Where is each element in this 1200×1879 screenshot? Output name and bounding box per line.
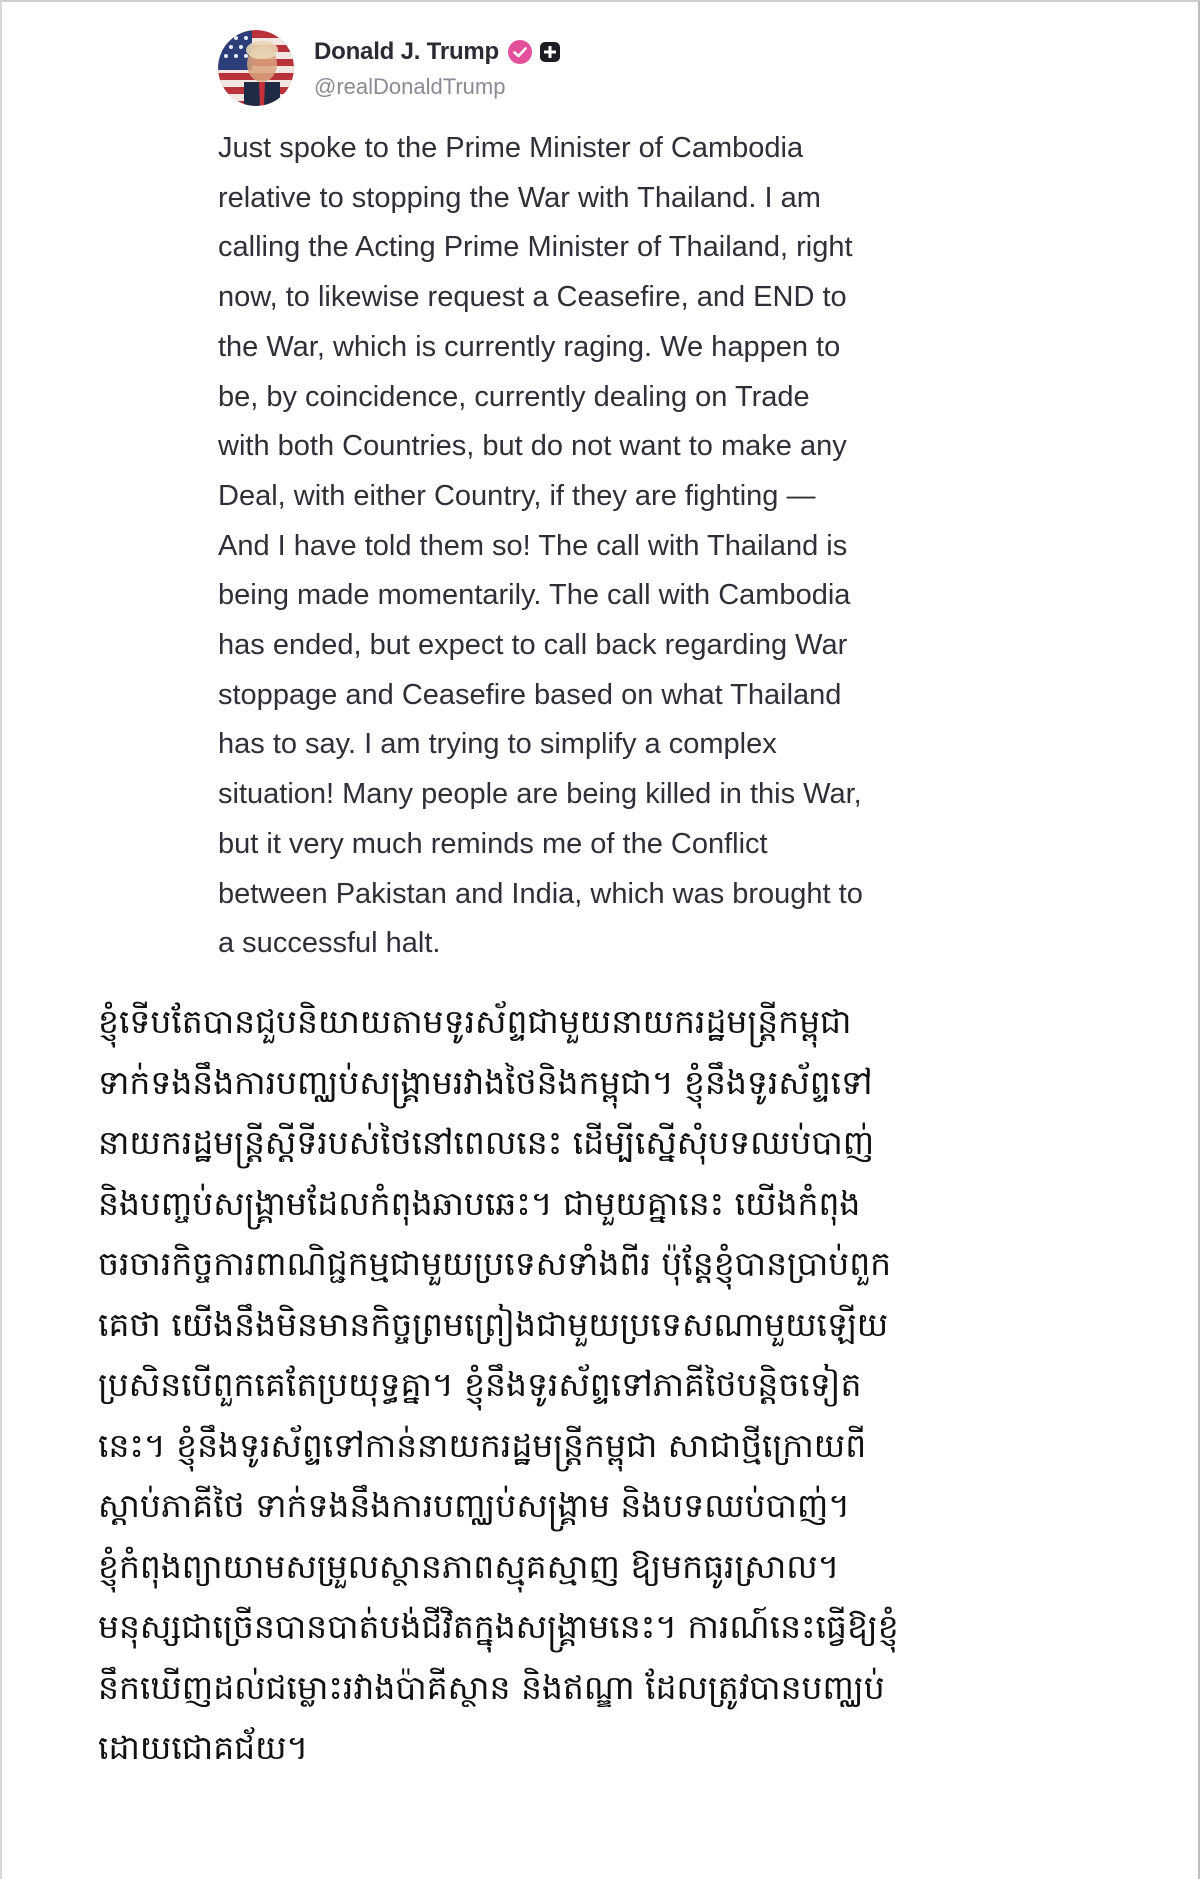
author-display-name[interactable]: Donald J. Trump [314, 38, 500, 65]
khmer-translation-text: ខ្ញុំទើបតែបានជួបនិយាយតាមទូរស័ព្ទជាមួយនាយករដ្ឋមន្ត្រីកម្ពុជា ទាក់ទងនឹងការបញ្ឈប់សង្គ្រាមរវាងថៃនិងកម្ពុជា។ ខ្ញុំនឹងទូរស័ព្ទទៅ នាយករដ្ឋមន្ត្រីស្តីទីរបស់ថៃនៅពេលនេះ ដើម្បីស្នើសុំបទឈប់បាញ់ និងបញ្ចប់សង្គ្រាមដែលកំពុងឆាបឆេះ។ ជាមួយគ្នានេះ យើងកំពុង ចរចារកិច្ចការពាណិជ្ជកម្មជាមួយប្រទេសទាំងពីរ ប៉ុន្តែខ្ញុំបានប្រាប់ពួក គេថា យើងនឹងមិនមានកិច្ចព្រមព្រៀងជាមួយប្រទេសណាមួយឡើយ ប្រសិនបើពួកគេតែប្រយុទ្ធគ្នា។ ខ្ញុំនឹងទូរស័ព្ទទៅភាគីថៃបន្តិចទៀត នេះ។ ខ្ញុំនឹងទូរស័ព្ទទៅកាន់នាយករដ្ឋមន្ត្រីកម្ពុជា សាជាថ្មីក្រោយពី ស្តាប់ភាគីថៃ ទាក់ទងនឹងការបញ្ឈប់សង្គ្រាម និងបទឈប់បាញ់។ ខ្ញុំកំពុងព្យាយាមសម្រួលស្ថានភាពស្មុគស្មាញ ឱ្យមកធូរស្រាល។ មនុស្សជាច្រើនបានបាត់បង់ជីវិតក្នុងសង្គ្រាមនេះ។ ការណ៍នេះធ្វើឱ្យខ្ញុំ នឹកឃើញដល់ជម្លោះរវាងប៉ាគីស្ថាន និងឥណ្ឌា ដែលត្រូវបានបញ្ឈប់ ដោយជោគជ័យ។ [98, 1002, 899, 1767]
post-header [218, 30, 998, 110]
plus-badge-icon [539, 41, 561, 63]
post-body-text: Just spoke to the Prime Minister of Cambodia relative to stopping the War with Thailand. I am calling the Acting Prime Minister of Thailand, right now, to likewise request a Ceasefire, and END to the War, which is currently raging. We happen to be, by coincidence, currently dealing on Trade with both Countries, but do not want to make any Deal, with either Country, if they are fighting — And I have told them so! The call with Thailand is being made momentarily. The call with Cambodia has ended, but expect to call back regarding War stoppage and Ceasefire based on what Thailand has to say. I am trying to simplify a complex situation! Many people are being killed in this War, but it very much reminds me of the Conflict between Pakistan and India, which was brought to a successful halt. [218, 132, 863, 960]
author-names [314, 36, 561, 100]
display-name-row [314, 36, 561, 68]
author-handle[interactable]: @realDonaldTrump [314, 74, 506, 99]
profile-photo-flag-icon[interactable] [218, 30, 294, 106]
social-post [218, 30, 998, 969]
verified-badge-icon [507, 39, 533, 65]
